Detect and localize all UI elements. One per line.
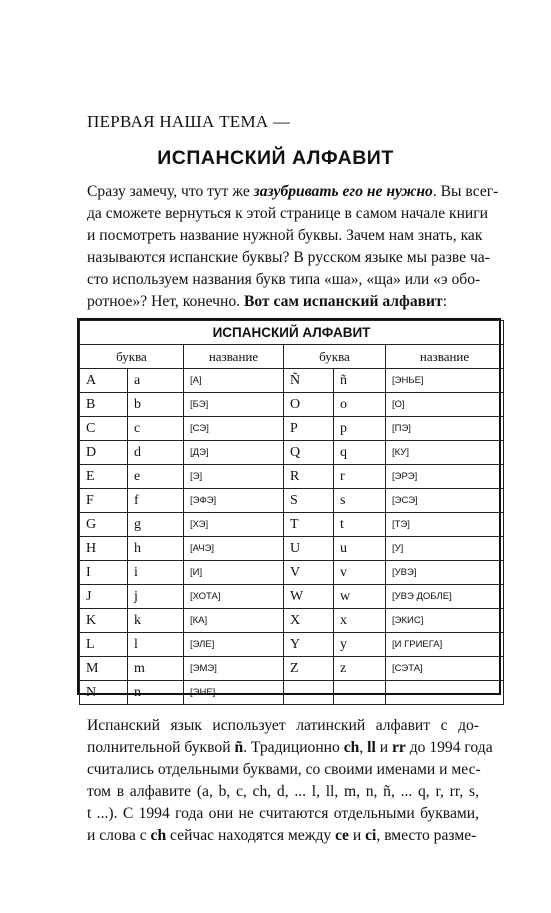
letter-upper-cell: H: [80, 537, 128, 561]
text-run: до 1994 года: [405, 739, 493, 756]
letter-lower-cell: e: [128, 465, 184, 489]
alphabet-table-body: [80, 369, 504, 705]
letter-upper-cell: Q: [284, 441, 334, 465]
letter-upper-cell: [284, 681, 334, 705]
text-run: ll: [367, 739, 376, 756]
letter-lower-cell: y: [334, 633, 386, 657]
text-run: ротное»? Нет, конечно.: [87, 293, 244, 310]
letter-lower-cell: m: [128, 657, 184, 681]
column-header-letter-right: буква: [284, 345, 386, 369]
letter-lower-cell: q: [334, 441, 386, 465]
letter-upper-cell: G: [80, 513, 128, 537]
table-row: [80, 537, 504, 561]
table-row: [80, 561, 504, 585]
letter-upper-cell: Y: [284, 633, 334, 657]
alphabet-table: [79, 320, 504, 705]
letter-name-cell: [ХОТА]: [184, 585, 284, 609]
letter-name-cell: [ЭМЭ]: [184, 657, 284, 681]
letter-name-cell: [ЭНЕ]: [184, 681, 284, 705]
text-run: ch: [150, 827, 167, 844]
letter-name-cell: [УВЭ ДОБЛЕ]: [386, 585, 504, 609]
letter-upper-cell: V: [284, 561, 334, 585]
section-title: ИСПАНСКИЙ АЛФАВИТ: [157, 147, 394, 169]
letter-upper-cell: Z: [284, 657, 334, 681]
letter-upper-cell: T: [284, 513, 334, 537]
intro-paragraph: [87, 181, 499, 313]
letter-upper-cell: P: [284, 417, 334, 441]
text-run: . Традиционно: [243, 739, 344, 756]
letter-lower-cell: u: [334, 537, 386, 561]
letter-upper-cell: E: [80, 465, 128, 489]
letter-name-cell: [У]: [386, 537, 504, 561]
letter-upper-cell: L: [80, 633, 128, 657]
letter-upper-cell: W: [284, 585, 334, 609]
text-line: [87, 269, 479, 291]
text-line: [87, 825, 479, 847]
letter-lower-cell: j: [128, 585, 184, 609]
letter-name-cell: [ПЭ]: [386, 417, 504, 441]
letter-name-cell: [А]: [184, 369, 284, 393]
letter-name-cell: [УВЭ]: [386, 561, 504, 585]
letter-upper-cell: Ñ: [284, 369, 334, 393]
table-row: [80, 465, 504, 489]
letter-name-cell: [СЭТА]: [386, 657, 504, 681]
letter-name-cell: [СЭ]: [184, 417, 284, 441]
letter-upper-cell: A: [80, 369, 128, 393]
text-line: [87, 291, 479, 313]
text-run: и: [375, 739, 392, 756]
letter-lower-cell: p: [334, 417, 386, 441]
text-line: [87, 759, 479, 781]
letter-upper-cell: O: [284, 393, 334, 417]
page-header: ПЕРВАЯ НАША ТЕМА —: [87, 112, 291, 131]
text-run: , вместо разме-: [376, 827, 477, 844]
text-run: и посмотреть название нужной буквы. Зачем нам знать, как: [87, 227, 483, 244]
text-run: ce: [335, 827, 349, 844]
letter-name-cell: [КУ]: [386, 441, 504, 465]
table-row: [80, 633, 504, 657]
table-row: [80, 441, 504, 465]
text-run: Вот сам испанский алфавит: [243, 293, 443, 310]
text-run: сейчас находятся между: [166, 827, 336, 844]
text-run: ,: [359, 739, 368, 756]
letter-name-cell: [ТЭ]: [386, 513, 504, 537]
letter-upper-cell: C: [80, 417, 128, 441]
letter-name-cell: [ЭРЭ]: [386, 465, 504, 489]
letter-lower-cell: f: [128, 489, 184, 513]
text-run: t ...). С 1994 года они не считаются отдельными буквами,: [87, 805, 479, 822]
letter-name-cell: [ЭНЬЕ]: [386, 369, 504, 393]
letter-lower-cell: b: [128, 393, 184, 417]
table-row: [80, 417, 504, 441]
text-line: [87, 181, 499, 203]
text-run: полнительной буквой: [87, 739, 235, 756]
letter-upper-cell: K: [80, 609, 128, 633]
letter-upper-cell: X: [284, 609, 334, 633]
column-header-name-left: название: [184, 345, 284, 369]
letter-name-cell: [386, 681, 504, 705]
table-row: [80, 681, 504, 705]
table-row: [80, 369, 504, 393]
letter-lower-cell: c: [128, 417, 184, 441]
text-run: ch: [343, 739, 360, 756]
letter-name-cell: [ХЭ]: [184, 513, 284, 537]
letter-name-cell: [ЭСЭ]: [386, 489, 504, 513]
letter-name-cell: [ЭЛЕ]: [184, 633, 284, 657]
text-line: [87, 715, 479, 737]
letter-lower-cell: k: [128, 609, 184, 633]
letter-upper-cell: I: [80, 561, 128, 585]
letter-upper-cell: F: [80, 489, 128, 513]
letter-lower-cell: t: [334, 513, 386, 537]
text-run: и слова с: [87, 827, 151, 844]
letter-lower-cell: i: [128, 561, 184, 585]
letter-name-cell: [БЭ]: [184, 393, 284, 417]
text-run: ñ: [234, 739, 244, 756]
column-header-name-right: название: [386, 345, 504, 369]
letter-upper-cell: J: [80, 585, 128, 609]
text-line: [87, 225, 483, 247]
letter-upper-cell: B: [80, 393, 128, 417]
letter-upper-cell: N: [80, 681, 128, 705]
letter-name-cell: [И]: [184, 561, 284, 585]
letter-upper-cell: U: [284, 537, 334, 561]
text-run: называются испанские буквы? В русском языке мы разве ча-: [87, 249, 490, 266]
column-header-letter-left: буква: [80, 345, 184, 369]
text-line: [87, 203, 489, 225]
text-run: сто используем названия букв типа «ша», «ща» или «э обо-: [87, 271, 481, 288]
letter-lower-cell: w: [334, 585, 386, 609]
letter-lower-cell: s: [334, 489, 386, 513]
table-row: [80, 609, 504, 633]
letter-lower-cell: x: [334, 609, 386, 633]
alphabet-table-frame: [77, 318, 501, 700]
text-run: считались отдельными буквами, со своими именами и мес-: [87, 761, 481, 778]
letter-lower-cell: g: [128, 513, 184, 537]
text-run: :: [442, 293, 448, 310]
letter-name-cell: [О]: [386, 393, 504, 417]
table-row: [80, 513, 504, 537]
text-run: да сможете вернуться к этой странице в самом начале книги: [87, 205, 489, 222]
text-line: [87, 803, 479, 825]
letter-upper-cell: S: [284, 489, 334, 513]
text-line: [87, 247, 490, 269]
table-caption: ИСПАНСКИЙ АЛФАВИТ: [80, 321, 504, 345]
letter-lower-cell: r: [334, 465, 386, 489]
letter-upper-cell: M: [80, 657, 128, 681]
table-row: [80, 489, 504, 513]
text-run: rr: [391, 739, 406, 756]
table-row: [80, 393, 504, 417]
table-row: [80, 585, 504, 609]
letter-lower-cell: ñ: [334, 369, 386, 393]
letter-lower-cell: a: [128, 369, 184, 393]
letter-lower-cell: h: [128, 537, 184, 561]
letter-name-cell: [КА]: [184, 609, 284, 633]
outro-paragraph: [87, 715, 493, 847]
letter-name-cell: [АЧЭ]: [184, 537, 284, 561]
text-line: [87, 781, 479, 803]
text-run: . Вы всег-: [432, 183, 499, 200]
letter-lower-cell: l: [128, 633, 184, 657]
letter-upper-cell: R: [284, 465, 334, 489]
letter-lower-cell: z: [334, 657, 386, 681]
text-run: Сразу замечу, что тут же: [87, 183, 254, 200]
text-run: Испанский язык использует латинский алфавит с до-: [87, 717, 479, 734]
letter-name-cell: [ЭКИС]: [386, 609, 504, 633]
letter-lower-cell: v: [334, 561, 386, 585]
letter-lower-cell: o: [334, 393, 386, 417]
text-run: и: [348, 827, 366, 844]
letter-name-cell: [И ГРИЕГА]: [386, 633, 504, 657]
table-row: [80, 657, 504, 681]
letter-name-cell: [ДЭ]: [184, 441, 284, 465]
text-line: [87, 737, 493, 759]
text-run: том в алфавите (a, b, c, ch, d, ... l, ll, m, n, ñ, ... q, r, rr, s,: [87, 783, 479, 800]
text-run: зазубривать его не нужно: [253, 183, 433, 200]
letter-lower-cell: n: [128, 681, 184, 705]
text-run: ci: [365, 827, 377, 844]
letter-name-cell: [ЭФЭ]: [184, 489, 284, 513]
letter-upper-cell: D: [80, 441, 128, 465]
letter-name-cell: [Э]: [184, 465, 284, 489]
letter-lower-cell: d: [128, 441, 184, 465]
letter-lower-cell: [334, 681, 386, 705]
